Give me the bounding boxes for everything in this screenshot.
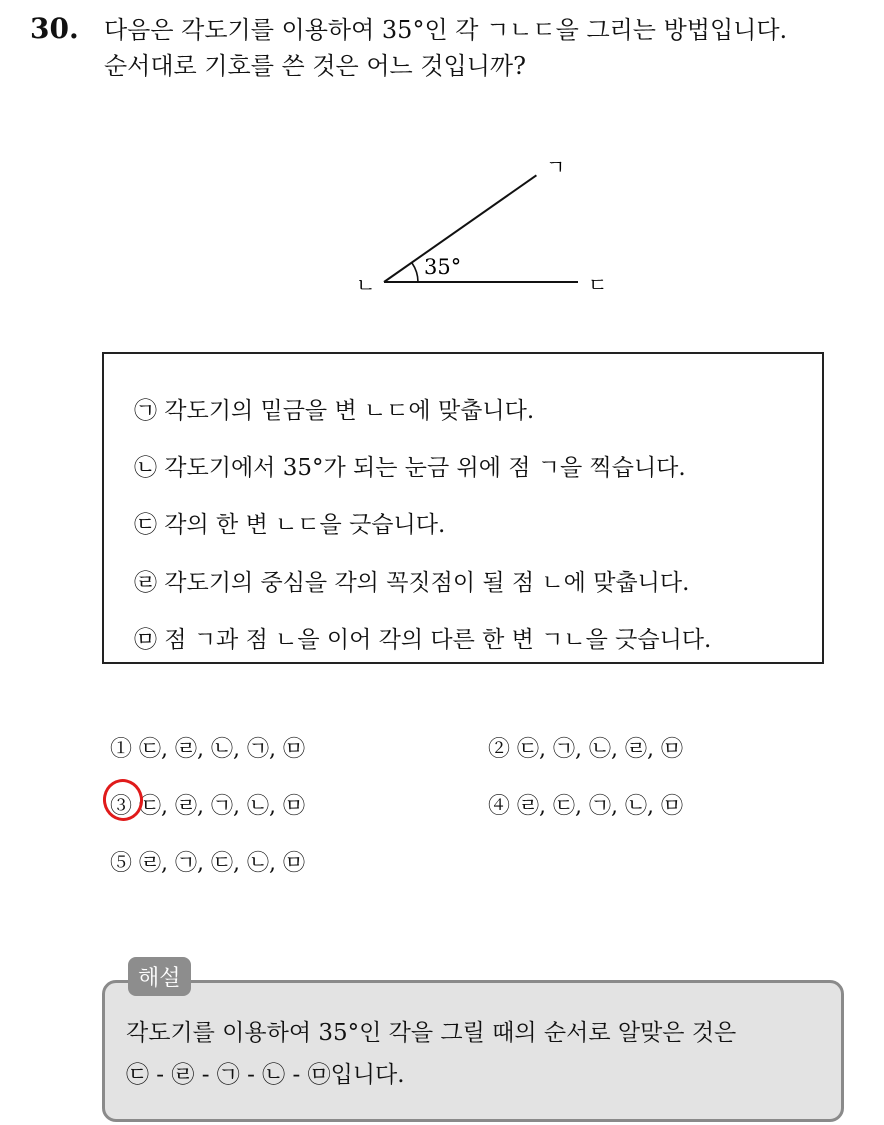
angle-arc xyxy=(412,263,418,282)
choice-text: ㉢, ㉠, ㉡, ㉣, ㉤ xyxy=(517,737,683,762)
step-2: ㉡ 각도기에서 35°가 되는 눈금 위에 점 ㄱ을 찍습니다. xyxy=(134,455,686,481)
choice-number: ① xyxy=(110,737,133,762)
choice-number: ③ xyxy=(110,794,133,819)
angle-label: 35° xyxy=(424,255,462,279)
choice-text: ㉣, ㉢, ㉠, ㉡, ㉤ xyxy=(517,794,683,819)
explanation-text xyxy=(126,1012,836,1096)
question-number: 30. xyxy=(30,12,79,45)
explanation-line-1: 각도기를 이용하여 35°인 각을 그릴 때의 순서로 알맞은 것은 xyxy=(126,1020,737,1046)
choice-2[interactable] xyxy=(488,732,683,763)
explanation-tag: 해설 xyxy=(128,957,191,996)
step-5: ㉤ 점 ㄱ과 점 ㄴ을 이어 각의 다른 한 변 ㄱㄴ을 긋습니다. xyxy=(134,627,712,653)
choice-number: ④ xyxy=(488,794,511,819)
label-top: ㄱ xyxy=(546,155,566,179)
step-3: ㉢ 각의 한 변 ㄴㄷ을 긋습니다. xyxy=(134,512,446,538)
step-1: ㉠ 각도기의 밑금을 변 ㄴㄷ에 맞춥니다. xyxy=(134,398,535,424)
label-vertex: ㄴ xyxy=(356,273,376,297)
choice-number: ② xyxy=(488,737,511,762)
choice-text: ㉢, ㉣, ㉡, ㉠, ㉤ xyxy=(139,737,305,762)
step-4: ㉣ 각도기의 중심을 각의 꼭짓점이 될 점 ㄴ에 맞춥니다. xyxy=(134,570,690,596)
choice-text: ㉢, ㉣, ㉠, ㉡, ㉤ xyxy=(139,794,305,819)
explanation-line-2: ㉢ - ㉣ - ㉠ - ㉡ - ㉤입니다. xyxy=(126,1062,405,1088)
label-right: ㄷ xyxy=(588,273,608,297)
choice-number: ⑤ xyxy=(110,851,133,876)
question-line-1: 다음은 각도기를 이용하여 35°인 각 ㄱㄴㄷ을 그리는 방법입니다. xyxy=(104,16,788,44)
choice-4[interactable] xyxy=(488,789,683,820)
question-line-2: 순서대로 기호를 쓴 것은 어느 것입니까? xyxy=(104,52,526,80)
steps-box xyxy=(102,352,824,664)
angle-figure xyxy=(340,148,640,298)
choice-5[interactable] xyxy=(110,846,305,877)
question-text xyxy=(104,12,874,84)
choice-1[interactable] xyxy=(110,732,305,763)
choice-text: ㉣, ㉠, ㉢, ㉡, ㉤ xyxy=(139,851,305,876)
